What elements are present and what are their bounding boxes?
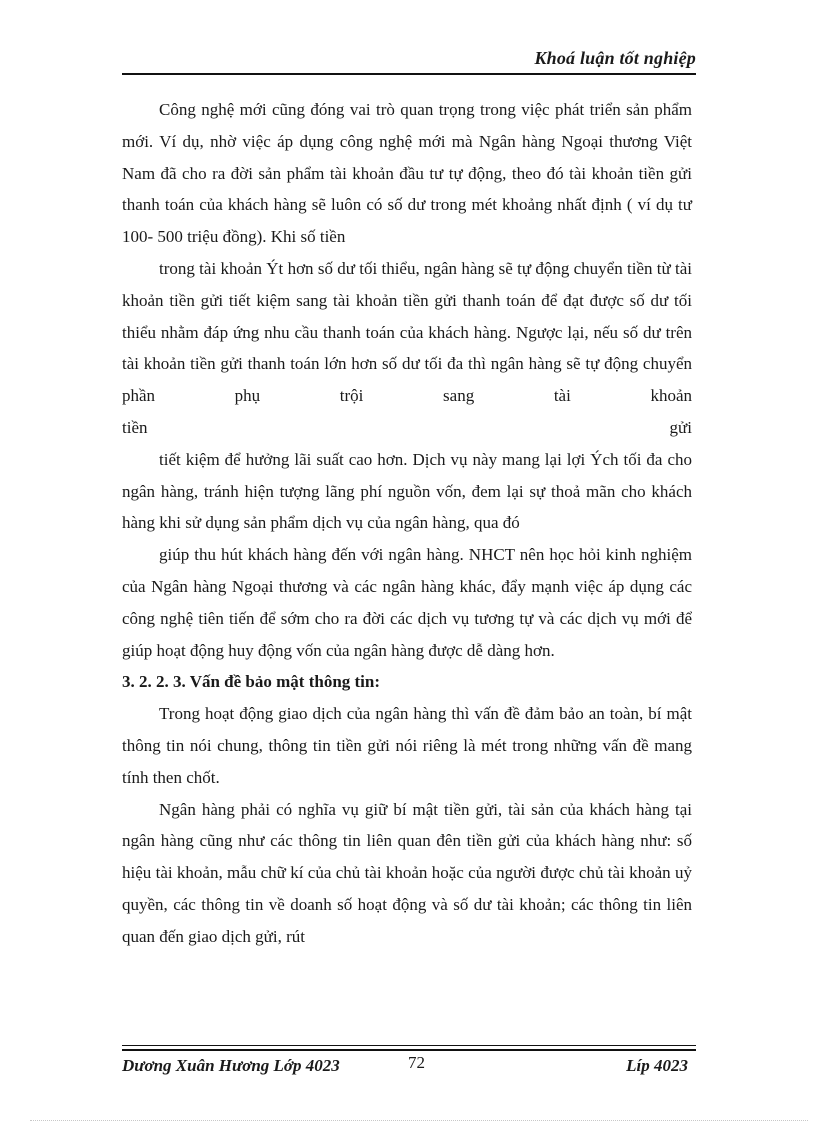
paragraph-4: giúp thu hút khách hàng đến với ngân hàng. NHCT nên học hỏi kinh nghiệm của Ngân hàng Ngoại thương và các ngân hàng khác, đẩy mạnh việc áp dụng các công nghệ tiên tiến để sớm cho ra đời các dịch vụ tương tự và các dịch vụ mới để giúp hoạt động huy động vốn của ngân hàng được dễ dàng hơn. [122,545,692,660]
paragraph-1: Công nghệ mới cũng đóng vai trò quan trọng trong việc phát triển sản phẩm mới. Ví dụ, nhờ việc áp dụng công nghệ mới mà Ngân hàng Ngoại thương Việt Nam đã cho ra đời sản phẩm tài khoản đầu tư tự động, theo đó tài khoản tiền gửi thanh toán của khách hàng sẽ luôn có số dư trong mét khoảng nhất định ( ví dụ tư 100- 500 triệu đồng). Khi số tiền [122,100,692,247]
page-number: 72 [408,1053,425,1072]
footer-author: Dương Xuân Hương Lớp 4023 [122,1056,340,1075]
footer-class-label: Líp 4023 [626,1056,688,1075]
paragraph-2-tail: tiền gửi [122,417,692,437]
header-title: Khoá luận tốt nghiệp [534,48,696,68]
paragraph-5: Trong hoạt động giao dịch của ngân hàng thì vấn đề đảm bảo an toàn, bí mật thông tin nói chung, thông tin tiền gửi nói riêng là mét trong những vấn đề mang tính then chốt. [122,704,692,787]
page-edge-dotted-line [30,1120,808,1121]
footer-rule-thick [122,1049,696,1051]
body-text [122,94,692,953]
paragraph-6: Ngân hàng phải có nghĩa vụ giữ bí mật tiền gửi, tài sản của khách hàng tại ngân hàng cũng như các thông tin liên quan đên tiền gửi của khách hàng như: số hiệu tài khoản, mẫu chữ kí của chủ tài khoản hoặc của người được chủ tài khoản uỷ quyền, các thông tin về doanh số hoạt động và số dư tài khoản; các thông tin liên quan đến giao dịch gửi, rút [122,799,692,946]
paragraph-3: tiết kiệm để hưởng lãi suất cao hơn. Dịch vụ này mang lại lợi Ých tối đa cho ngân hàng, tránh hiện tượng lãng phí nguồn vốn, đem lại sự thoả mãn cho khách hàng khi sử dụng sản phẩm dịch vụ của ngân hàng, qua đó [122,449,692,533]
section-heading: 3. 2. 2. 3. Vấn đề bảo mật thông tin: [122,672,381,692]
paragraph-2: trong tài khoản Ýt hơn số dư tối thiểu, ngân hàng sẽ tự động chuyển tiền từ tài khoản tiền gửi tiết kiệm sang tài khoản tiền gửi thanh toán để đạt được số dư tối thiểu nhằm đáp ứng nhu cầu thanh toán của khách hàng. Ngược lại, nếu số dư trên tài khoản tiền gửi thanh toán lớn hơn số dư tối đa thì ngân hàng sẽ tự động chuyển phần phụ trội sang tài khoản [122,258,692,406]
footer-rule-thin [122,1045,696,1046]
header-rule [122,73,696,75]
